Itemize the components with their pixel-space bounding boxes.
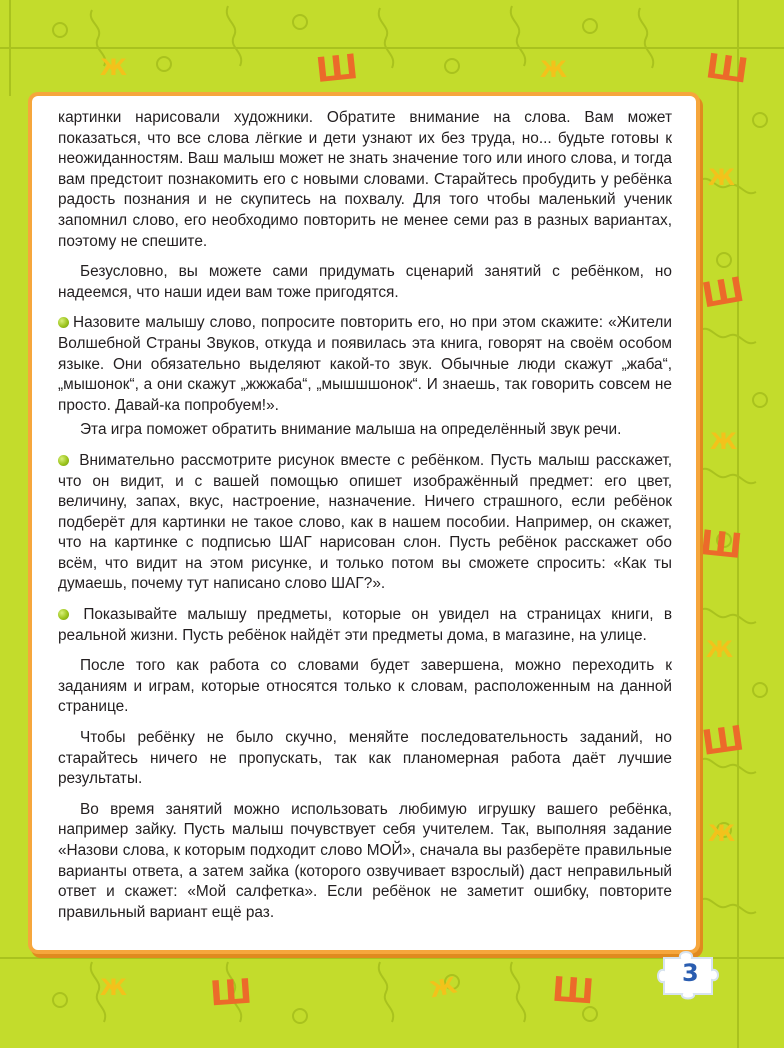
border-letter-sh: Ш bbox=[699, 718, 747, 764]
border-letter-zh: Ж bbox=[708, 166, 735, 191]
border-letter-zh: Ж bbox=[427, 973, 460, 1004]
paragraph-text: Показывайте малышу предметы, которые он увидел на страницах книги, в реальной жизни. Пусть ребёнок найдёт эти предметы дома, в магазине, на улице. bbox=[58, 606, 673, 644]
border-letter-zh: Ж bbox=[708, 822, 735, 847]
border-letter-sh: Ш bbox=[703, 46, 751, 92]
page-number-badge bbox=[656, 948, 722, 1000]
border-letter-zh: Ж bbox=[100, 976, 127, 1001]
bullet-icon bbox=[58, 455, 69, 466]
border-letter-zh: Ж bbox=[100, 56, 127, 81]
bullet-paragraph bbox=[58, 605, 672, 646]
bullet-icon bbox=[58, 317, 69, 328]
paragraph: После того как работа со словами будет завершена, можно переходить к заданиям и играм, которые относятся только к словам, расположенным на данной странице. bbox=[58, 657, 672, 716]
paragraph: Эта игра поможет обратить внимание малыша на определённый звук речи. bbox=[80, 421, 622, 439]
bullet-paragraph bbox=[58, 451, 672, 595]
bullet-paragraph bbox=[58, 313, 672, 416]
border-letter-zh: Ж bbox=[706, 638, 733, 663]
paragraph: Во время занятий можно использовать любимую игрушку вашего ребёнка, например зайку. Пусть малыш почувствует себя учителем. Так, выполняя задание «Назови слова, к которым подходит слово МОЙ», сначала вы разберёте правильные варианты ответа, а затем зайка (которого озвучивает взрослый) даст неправильный ответ и скажет: «Мой салфетка». Если ребёнок не заметит ошибку, повторите правильный вариант ещё раз. bbox=[58, 800, 672, 921]
paragraph: Чтобы ребёнку не было скучно, меняйте последовательность заданий, но старайтесь ничего не пропускать, так как планомерная работа даёт лучшие результаты. bbox=[58, 729, 672, 788]
border-letter-zh: Ж bbox=[710, 430, 737, 455]
border-letter-sh: Ш bbox=[698, 269, 748, 317]
border-letter-sh: Ш bbox=[550, 969, 596, 1013]
bullet-icon bbox=[58, 609, 69, 620]
paragraph-text: Назовите малышу слово, попросите повторить его, но при этом скажите: «Жители Волшебной Страны Звуков, откуда и появилась эта книга, говорят на своём особом языке. Они обязательно выделяют какой-то звук. Обычные люди скажут „жаба“, „мышонок“, а они скажут „жжжаба“, „мышшшонок“. И знаешь, так говорить совсем не просто. Давай-ка попробуем!». bbox=[58, 314, 672, 414]
border-letter-sh: Ш bbox=[208, 971, 254, 1015]
body-text bbox=[58, 108, 672, 933]
border-letter-sh: Ш bbox=[314, 46, 360, 92]
paragraph-text: Внимательно рассмотрите рисунок вместе с ребёнком. Пусть малыш расскажет, что он видит, и с вашей помощью опишет изображённый предмет: его цвет, величину, запах, вкус, настроение, назначение. Ничего страшного, если ребёнок подберёт для картинки не такое слово, как в нашем пособии. Например, он скажет, что на картинке с подписью ШАГ нарисован слон. Пусть ребёнок расскажет обо всём, что видит на этом рисунке, и только потом вы сможете спросить: «Как ты думаешь, почему тут написано слово ШАГ?». bbox=[58, 451, 672, 593]
page-number: 3 bbox=[682, 959, 699, 987]
border-letter-sh: Ш bbox=[698, 522, 744, 568]
paragraph: картинки нарисовали художники. Обратите внимание на слова. Вам может показаться, что все слова лёгкие и дети узнают их без труда, но... будьте готовы к неожиданностям. Ваш малыш может не знать значение того или иного слова, и тогда вам предстоит познакомить его с новыми словами. Старайтесь пробудить у ребёнка радость познания и не скупитесь на похвалу. Для того чтобы маленький ученик запомнил слово, его необходимо повторить не менее семи раз в разных вариантах, поэтому не спешите. bbox=[58, 109, 672, 250]
border-letter-zh: Ж bbox=[540, 58, 567, 83]
paragraph: Безусловно, вы можете сами придумать сценарий занятий с ребёнком, но надеемся, что наши идеи вам тоже пригодятся. bbox=[58, 263, 672, 301]
